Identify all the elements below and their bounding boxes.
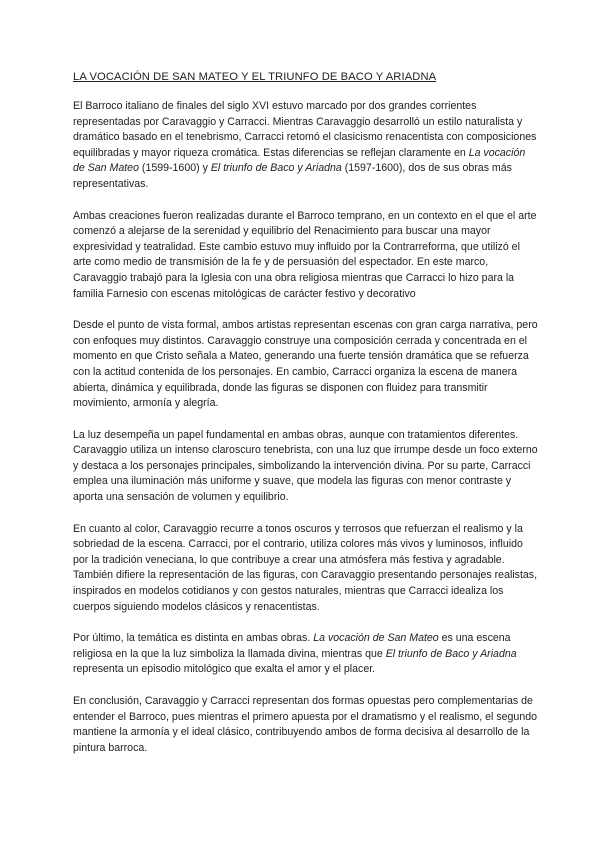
paragraph-text: La luz desempeña un papel fundamental en ambas obras, aunque con tratamientos diferentes. Caravaggio utiliza un intenso claroscuro tenebrista, con una luz que irrumpe desde un foco externo y destaca a los personajes principales, simbolizando la intervención divina. Por su parte, Carracci emplea una iluminación más uniforme y suave, que modela las figuras con menor contraste y aporta una sensación de volumen y equilibrio. xyxy=(73,428,538,504)
paragraph-text: Por último, la temática es distinta en ambas obras. xyxy=(73,632,314,645)
paragraph-text: Ambas creaciones fueron realizadas durante el Barroco temprano, en un contexto en el que el arte comenzó a alejarse de la serenidad y equilibrio del Renacimiento para buscar una mayor expresividad y teatralidad. Este cambio estuvo muy influido por la Contrarreforma, que utilizó el arte como medio de transmisión de la fe y de persuasión del espectador. En este marco, Caravaggio trabajó para la Iglesia con una obra religiosa mientras que Carracci lo hizo para la familia Farnesio con escenas mitológicas de carácter festivo y decorativo xyxy=(73,209,537,300)
paragraph-text: Desde el punto de vista formal, ambos artistas representan escenas con gran carga narrativa, pero con enfoques muy distintos. Caravaggio construye una composición cerrada y concentrada en el momento en que Cristo señala a Mateo, generando una fuerte tensión dramática que se refuerza con la actitud contenida de los personajes. En cambio, Carracci organiza la escena de manera abierta, dinámica y equilibrada, donde las figuras se disponen con fluidez para transmitir movimiento, armonía y alegría. xyxy=(73,319,538,410)
paragraph-text: es una escena religiosa en la que la luz simboliza la llamada divina, mientras que xyxy=(73,632,511,660)
paragraph-text: En conclusión, Caravaggio y Carracci representan dos formas opuestas pero complementarias de entender el Barroco, pues mientras el primero apuesta por el dramatismo y el realismo, el segundo mantiene la armonía y el ideal clásico, contribuyendo ambos de forma decisiva al desarrollo de la pintura barroca. xyxy=(73,695,538,754)
body-paragraph xyxy=(73,631,538,678)
paragraph-text: (1597-1600), dos de sus obras más representativas. xyxy=(73,162,512,190)
paragraph-text: representa un episodio mitológico que exalta el amor y el placer. xyxy=(73,663,376,676)
artwork-title-italic: El triunfo de Baco y Ariadna xyxy=(210,162,342,175)
paragraph-text: En cuanto al color, Caravaggio recurre a tonos oscuros y terrosos que refuerzan el realismo y la sobriedad de la escena. Carracci, por el contrario, utiliza colores más vivos y luminosos, influido por la tradición veneciana, lo que contribuye a crear una atmósfera más festiva y agradable. También difiere la representación de las figuras, con Caravaggio presentando personajes realistas, inspirados en modelos cotidianos y con gestos naturales, mientras que Carracci idealiza los cuerpos siguiendo modelos clásicos y renacentistas. xyxy=(73,522,538,613)
artwork-title-italic: El triunfo de Baco y Ariadna xyxy=(385,647,517,660)
paragraph-text: El Barroco italiano de finales del siglo XVI estuvo marcado por dos grandes corrientes representadas por Caravaggio y Carracci. Mientras Caravaggio desarrolló un estilo naturalista y dramático basado en el tenebrismo, Carracci retomó el clasicismo renacentista con composiciones equilibradas y mayor riqueza cromática. Estas diferencias se reflejan claramente en xyxy=(73,100,537,159)
body-paragraph xyxy=(73,428,538,506)
body-paragraph xyxy=(73,318,538,412)
artwork-title-italic: La vocación de San Mateo xyxy=(313,632,439,645)
body-paragraph xyxy=(73,522,538,616)
artwork-title-italic: La vocación de San Mateo xyxy=(73,146,526,175)
body-paragraph xyxy=(73,209,538,303)
paragraph-text: (1599-1600) y xyxy=(138,162,211,175)
body-paragraph xyxy=(73,694,538,756)
body-paragraph xyxy=(73,99,538,193)
document-body xyxy=(73,99,538,756)
document-title: LA VOCACIÓN DE SAN MATEO Y EL TRIUNFO DE BACO Y ARIADNA xyxy=(73,71,437,83)
